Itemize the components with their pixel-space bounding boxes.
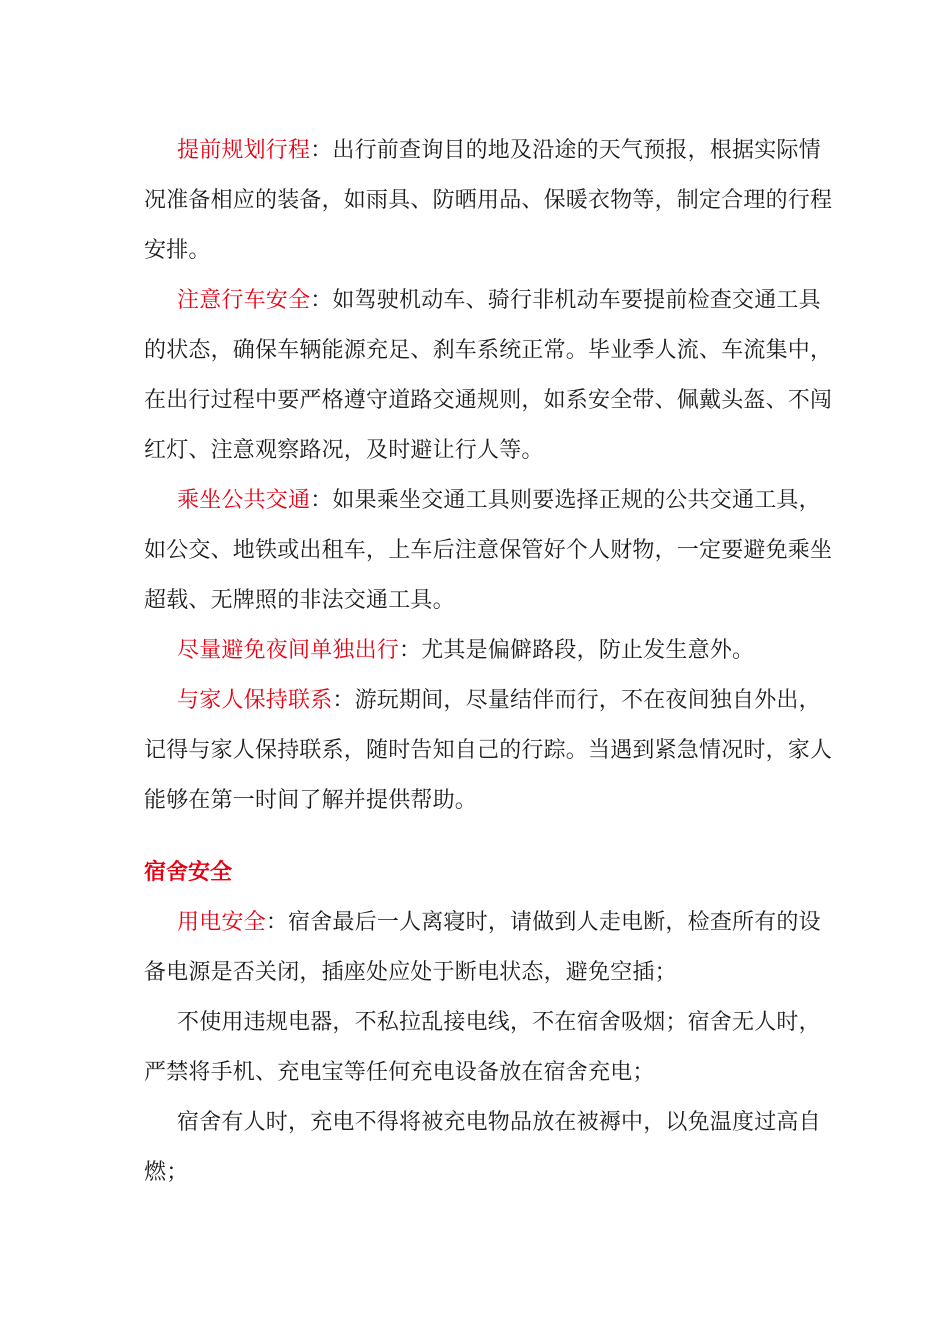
document-page <box>144 126 834 1198</box>
paragraph-plan-trip <box>144 126 834 276</box>
lead-driving-safety: 注意行车安全 <box>177 288 311 313</box>
text-plan-trip: ：出行前查询目的地及沿途的天气预报，根据实际情况准备相应的装备，如雨具、防晒用品、保暖衣物等，制定合理的行程安排。 <box>144 138 833 263</box>
lead-public-transport: 乘坐公共交通 <box>177 488 311 513</box>
text-driving-safety: ：如驾驶机动车、骑行非机动车要提前检查交通工具的状态，确保车辆能源充足、刹车系统正常。毕业季人流、车流集中，在出行过程中要严格遵守道路交通规则，如系安全带、佩戴头盔、不闯红灯、注意观察路况，及时避让行人等。 <box>144 288 833 463</box>
lead-electric-safety: 用电安全 <box>177 910 266 935</box>
paragraph-family-contact <box>144 676 834 826</box>
text-family-contact: ：游玩期间，尽量结伴而行，不在夜间独自外出，记得与家人保持联系，随时告知自己的行踪。当遇到紧急情况时，家人能够在第一时间了解并提供帮助。 <box>144 688 833 813</box>
paragraph-no-illegal-appliances: 不使用违规电器，不私拉乱接电线，不在宿舍吸烟；宿舍无人时，严禁将手机、充电宝等任何充电设备放在宿舍充电； <box>144 1010 821 1085</box>
text-night-travel: ：尤其是偏僻路段，防止发生意外。 <box>399 638 755 663</box>
section-heading-dorm-safety: 宿舍安全 <box>144 860 233 885</box>
paragraph-night-travel <box>144 626 834 676</box>
lead-family-contact: 与家人保持联系 <box>177 688 333 713</box>
text-public-transport: ：如果乘坐交通工具则要选择正规的公共交通工具，如公交、地铁或出租车，上车后注意保管好个人财物，一定要避免乘坐超载、无牌照的非法交通工具。 <box>144 488 833 613</box>
text-electric-safety: ：宿舍最后一人离寝时，请做到人走电断，检查所有的设备电源是否关闭，插座处应处于断电状态，避免空插； <box>144 910 821 985</box>
paragraph-public-transport <box>144 476 834 626</box>
lead-night-travel: 尽量避免夜间单独出行 <box>177 638 400 663</box>
section-spacer <box>144 826 834 848</box>
paragraph-electric-safety <box>144 898 834 998</box>
paragraph-driving-safety <box>144 276 834 476</box>
paragraph-charging-in-bed: 宿舍有人时，充电不得将被充电物品放在被褥中，以免温度过高自燃； <box>144 1110 821 1185</box>
lead-plan-trip: 提前规划行程 <box>177 138 311 163</box>
